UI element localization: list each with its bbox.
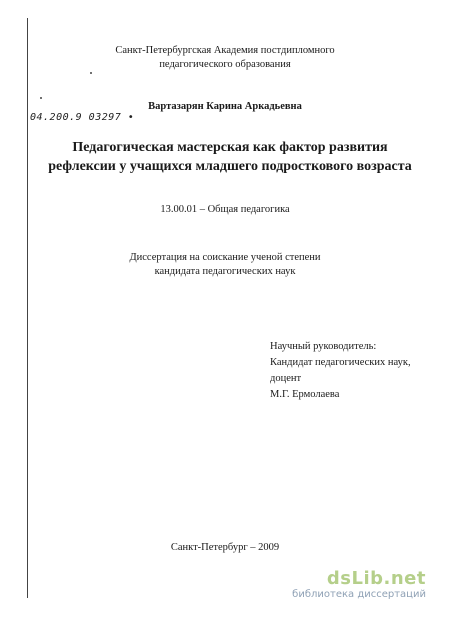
title-line-1: Педагогическая мастерская как фактор развития <box>72 140 388 155</box>
scan-speck <box>90 72 92 74</box>
dissertation-title <box>40 138 420 176</box>
supervisor-label: Научный руководитель: <box>270 341 377 352</box>
degree-line-1: Диссертация на соискание ученой степени <box>129 252 321 263</box>
degree-line-2: кандидата педагогических наук <box>154 266 296 277</box>
degree-statement <box>0 251 450 279</box>
scan-speck <box>40 97 42 99</box>
institution-name <box>0 44 450 72</box>
catalog-code: 04.200.9 03297 • <box>30 112 135 123</box>
specialty-code: 13.00.01 – Общая педагогика <box>160 204 290 215</box>
author-name: Вартазарян Карина Аркадьевна <box>148 101 302 112</box>
institution-line-1: Санкт-Петербургская Академия постдипломного <box>115 45 335 56</box>
city-year: Санкт-Петербург – 2009 <box>170 542 280 553</box>
title-line-2: рефлексии у учащихся младшего подросткового возраста <box>48 159 412 174</box>
watermark-logo: dsLib.net <box>326 568 426 589</box>
supervisor-degree: Кандидат педагогических наук, <box>270 357 411 368</box>
watermark <box>292 568 426 600</box>
watermark-subtitle: библиотека диссертаций <box>292 589 426 600</box>
supervisor-block <box>270 339 411 403</box>
supervisor-rank: доцент <box>270 373 302 384</box>
supervisor-name: М.Г. Ермолаева <box>270 389 340 400</box>
institution-line-2: педагогического образования <box>159 59 291 70</box>
